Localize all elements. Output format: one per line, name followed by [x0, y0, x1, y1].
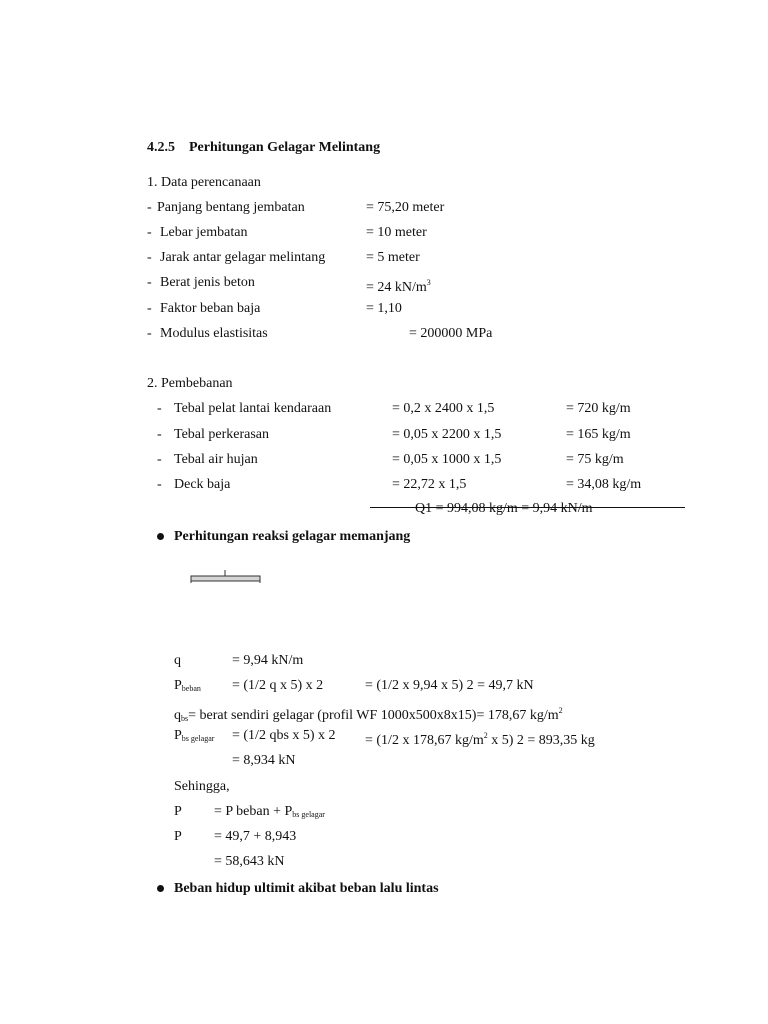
data-perencanaan-heading: 1. Data perencanaan: [147, 175, 261, 190]
superscript: 3: [426, 278, 431, 287]
pbs-label: $P_{bs gelagar}$: [174, 728, 215, 743]
load-row-result: = 165 kg/m: [566, 427, 631, 442]
load-row-label: Tebal perkerasan: [174, 427, 270, 442]
load-row-result: = 75 kg/m: [566, 452, 624, 467]
load-row-dash: -: [157, 452, 162, 467]
reaksi-heading: Perhitungan reaksi gelagar memanjang: [174, 529, 411, 544]
beban-hidup-heading: Beban hidup ultimit akibat beban lalu lintas: [174, 881, 439, 896]
pbeban-label: $P_{beban}$: [174, 678, 201, 693]
p-value-label: P: [174, 829, 182, 844]
load-row-formula: = 0,2 x 2400 x 1,5: [392, 401, 495, 416]
beam-body: [191, 576, 260, 581]
p-final: = 58,643 kN: [214, 854, 285, 869]
load-row-label: Tebal air hujan: [174, 452, 258, 467]
data-row-dash: -: [147, 250, 152, 265]
load-row-label: Tebal pelat lantai kendaraan: [174, 401, 332, 416]
data-row-label: Lebar jembatan: [160, 225, 248, 240]
data-row-dash: -: [147, 275, 152, 290]
load-row-result: = 34,08 kg/m: [566, 477, 642, 492]
data-row-value: = 10 meter: [366, 225, 427, 240]
data-row-label: Jarak antar gelagar melintang: [160, 250, 326, 265]
sehingga-text: Sehingga,: [174, 779, 230, 794]
data-row-value: = 24 $kN/m^3$: [366, 278, 431, 295]
load-row-result: = 720 kg/m: [566, 401, 631, 416]
data-row-dash: -: [147, 326, 152, 341]
data-row-label: Faktor beban baja: [160, 301, 261, 316]
data-row-value: = 200000 MPa: [409, 326, 493, 341]
p-sum-label: P: [174, 804, 182, 819]
data-row-value: = 75,20 meter: [366, 200, 445, 215]
data-row-value: = 1,10: [366, 301, 402, 316]
data-row-label: Berat jenis beton: [160, 275, 255, 290]
load-row-dash: -: [157, 427, 162, 442]
pbs-expr: = (1/2 qbs x 5) x 2: [232, 728, 336, 743]
qbs-line: $q_{bs}=$ berat sendiri gelagar (profil WF 1000x500x8x15)= 178,67 $kg/m^2$: [174, 706, 563, 723]
load-row-formula: = 0,05 x 2200 x 1,5: [392, 427, 502, 442]
load-row-dash: -: [157, 401, 162, 416]
data-row-label: Panjang bentang jembatan: [157, 200, 305, 215]
load-row-dash: -: [157, 477, 162, 492]
pembebanan-heading: 2. Pembebanan: [147, 376, 233, 391]
data-row-value: = 5 meter: [366, 250, 420, 265]
data-row-dash: -: [147, 301, 152, 316]
beam-diagram: [189, 570, 263, 584]
pbeban-expr: = (1/2 q x 5) x 2: [232, 678, 324, 693]
pbeban-result: = (1/2 x 9,94 x 5) 2 = 49,7 kN: [365, 678, 534, 693]
q-label: q: [174, 653, 181, 668]
bullet-icon: [157, 885, 164, 892]
p-value-expr: = 49,7 + 8,943: [214, 829, 297, 844]
load-row-label: Deck baja: [174, 477, 231, 492]
load-row-formula: = 22,72 x 1,5: [392, 477, 467, 492]
section-title: Perhitungan Gelagar Melintang: [189, 140, 381, 155]
data-row-dash: -: [147, 200, 152, 215]
pbs-result: = (1/2 x 178,67 $kg/m^2$ x 5) 2 = 893,35 kg: [365, 731, 595, 748]
load-total: Q1 = 994,08 kg/m = 9,94 kN/m: [415, 501, 593, 516]
p-sum-expr: = P beban + $P_{bs gelagar}$: [214, 804, 325, 819]
pbs-kn: = 8,934 kN: [232, 753, 296, 768]
q-value: = 9,94 kN/m: [232, 653, 304, 668]
bullet-icon: [157, 533, 164, 540]
load-row-formula: = 0,05 x 1000 x 1,5: [392, 452, 502, 467]
section-number: 4.2.5: [147, 140, 175, 155]
sum-rule-line: [370, 507, 685, 508]
data-row-label: Modulus elastisitas: [160, 326, 268, 341]
data-row-dash: -: [147, 225, 152, 240]
